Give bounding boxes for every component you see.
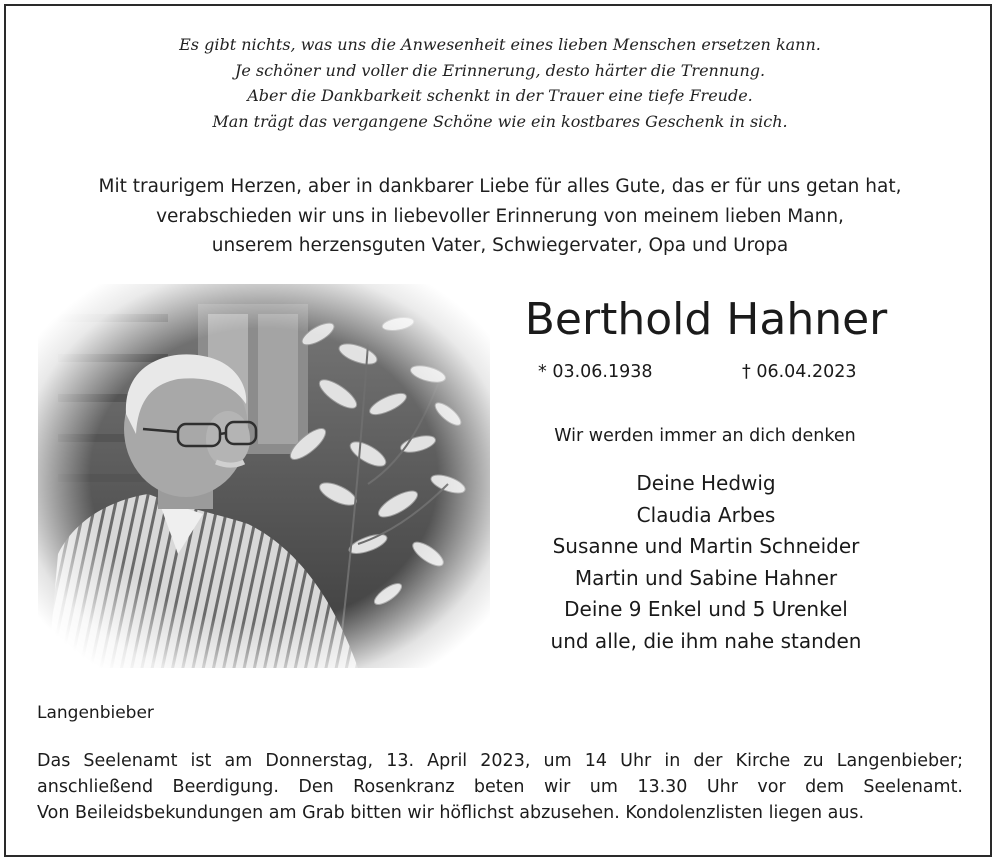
poem-line: Es gibt nichts, was uns die Anwesenheit eines lieben Menschen ersetzen kann.: [179, 35, 821, 54]
intro-line: Mit traurigem Herzen, aber in dankbarer Liebe für alles Gute, das er für uns getan hat,: [98, 176, 902, 197]
poem: [0, 32, 1000, 134]
portrait-photo: [38, 284, 490, 668]
mourner: Claudia Arbes: [636, 502, 776, 527]
mourner: und alle, die ihm nahe standen: [550, 628, 862, 653]
mourner: Deine Hedwig: [636, 471, 776, 495]
service-line: Das Seelenamt ist am Donnerstag, 13. April 2023, um 14 Uhr in der Kirche zu Langenbieber;: [37, 751, 963, 771]
service-line: anschließend Beerdigung. Den Rosenkranz beten wir um 13.30 Uhr vor dem Seelenamt.: [37, 777, 963, 797]
service-info: [37, 748, 963, 826]
intro-line: unserem herzensguten Vater, Schwiegervater, Opa und Uropa: [211, 235, 789, 256]
intro-line: verabschieden wir uns in liebevoller Erinnerung von meinem lieben Mann,: [156, 205, 844, 227]
poem-line: Man trägt das vergangene Schöne wie ein kostbares Geschenk in sich.: [212, 111, 788, 131]
mourner: Deine 9 Enkel und 5 Urenkel: [564, 597, 848, 622]
deceased-name: Berthold Hahner: [524, 294, 888, 345]
birth-date: * 03.06.1938: [538, 362, 653, 382]
place: Langenbieber: [37, 703, 154, 723]
motto: Wir werden immer an dich denken: [554, 426, 856, 446]
poem-line: Aber die Dankbarkeit schenkt in der Trauer eine tiefe Freude.: [247, 86, 753, 105]
mourners-list: [500, 468, 912, 658]
death-date: † 06.04.2023: [742, 362, 857, 382]
service-line: Von Beileidsbekundungen am Grab bitten wir höflichst abzusehen. Kondolenzlisten liegen aus.: [37, 803, 865, 823]
mourner: Susanne und Martin Schneider: [552, 534, 860, 559]
mourner: Martin und Sabine Hahner: [574, 565, 838, 590]
intro-text: [0, 172, 1000, 261]
poem-line: Je schöner und voller die Erinnerung, desto härter die Trennung.: [234, 60, 766, 80]
